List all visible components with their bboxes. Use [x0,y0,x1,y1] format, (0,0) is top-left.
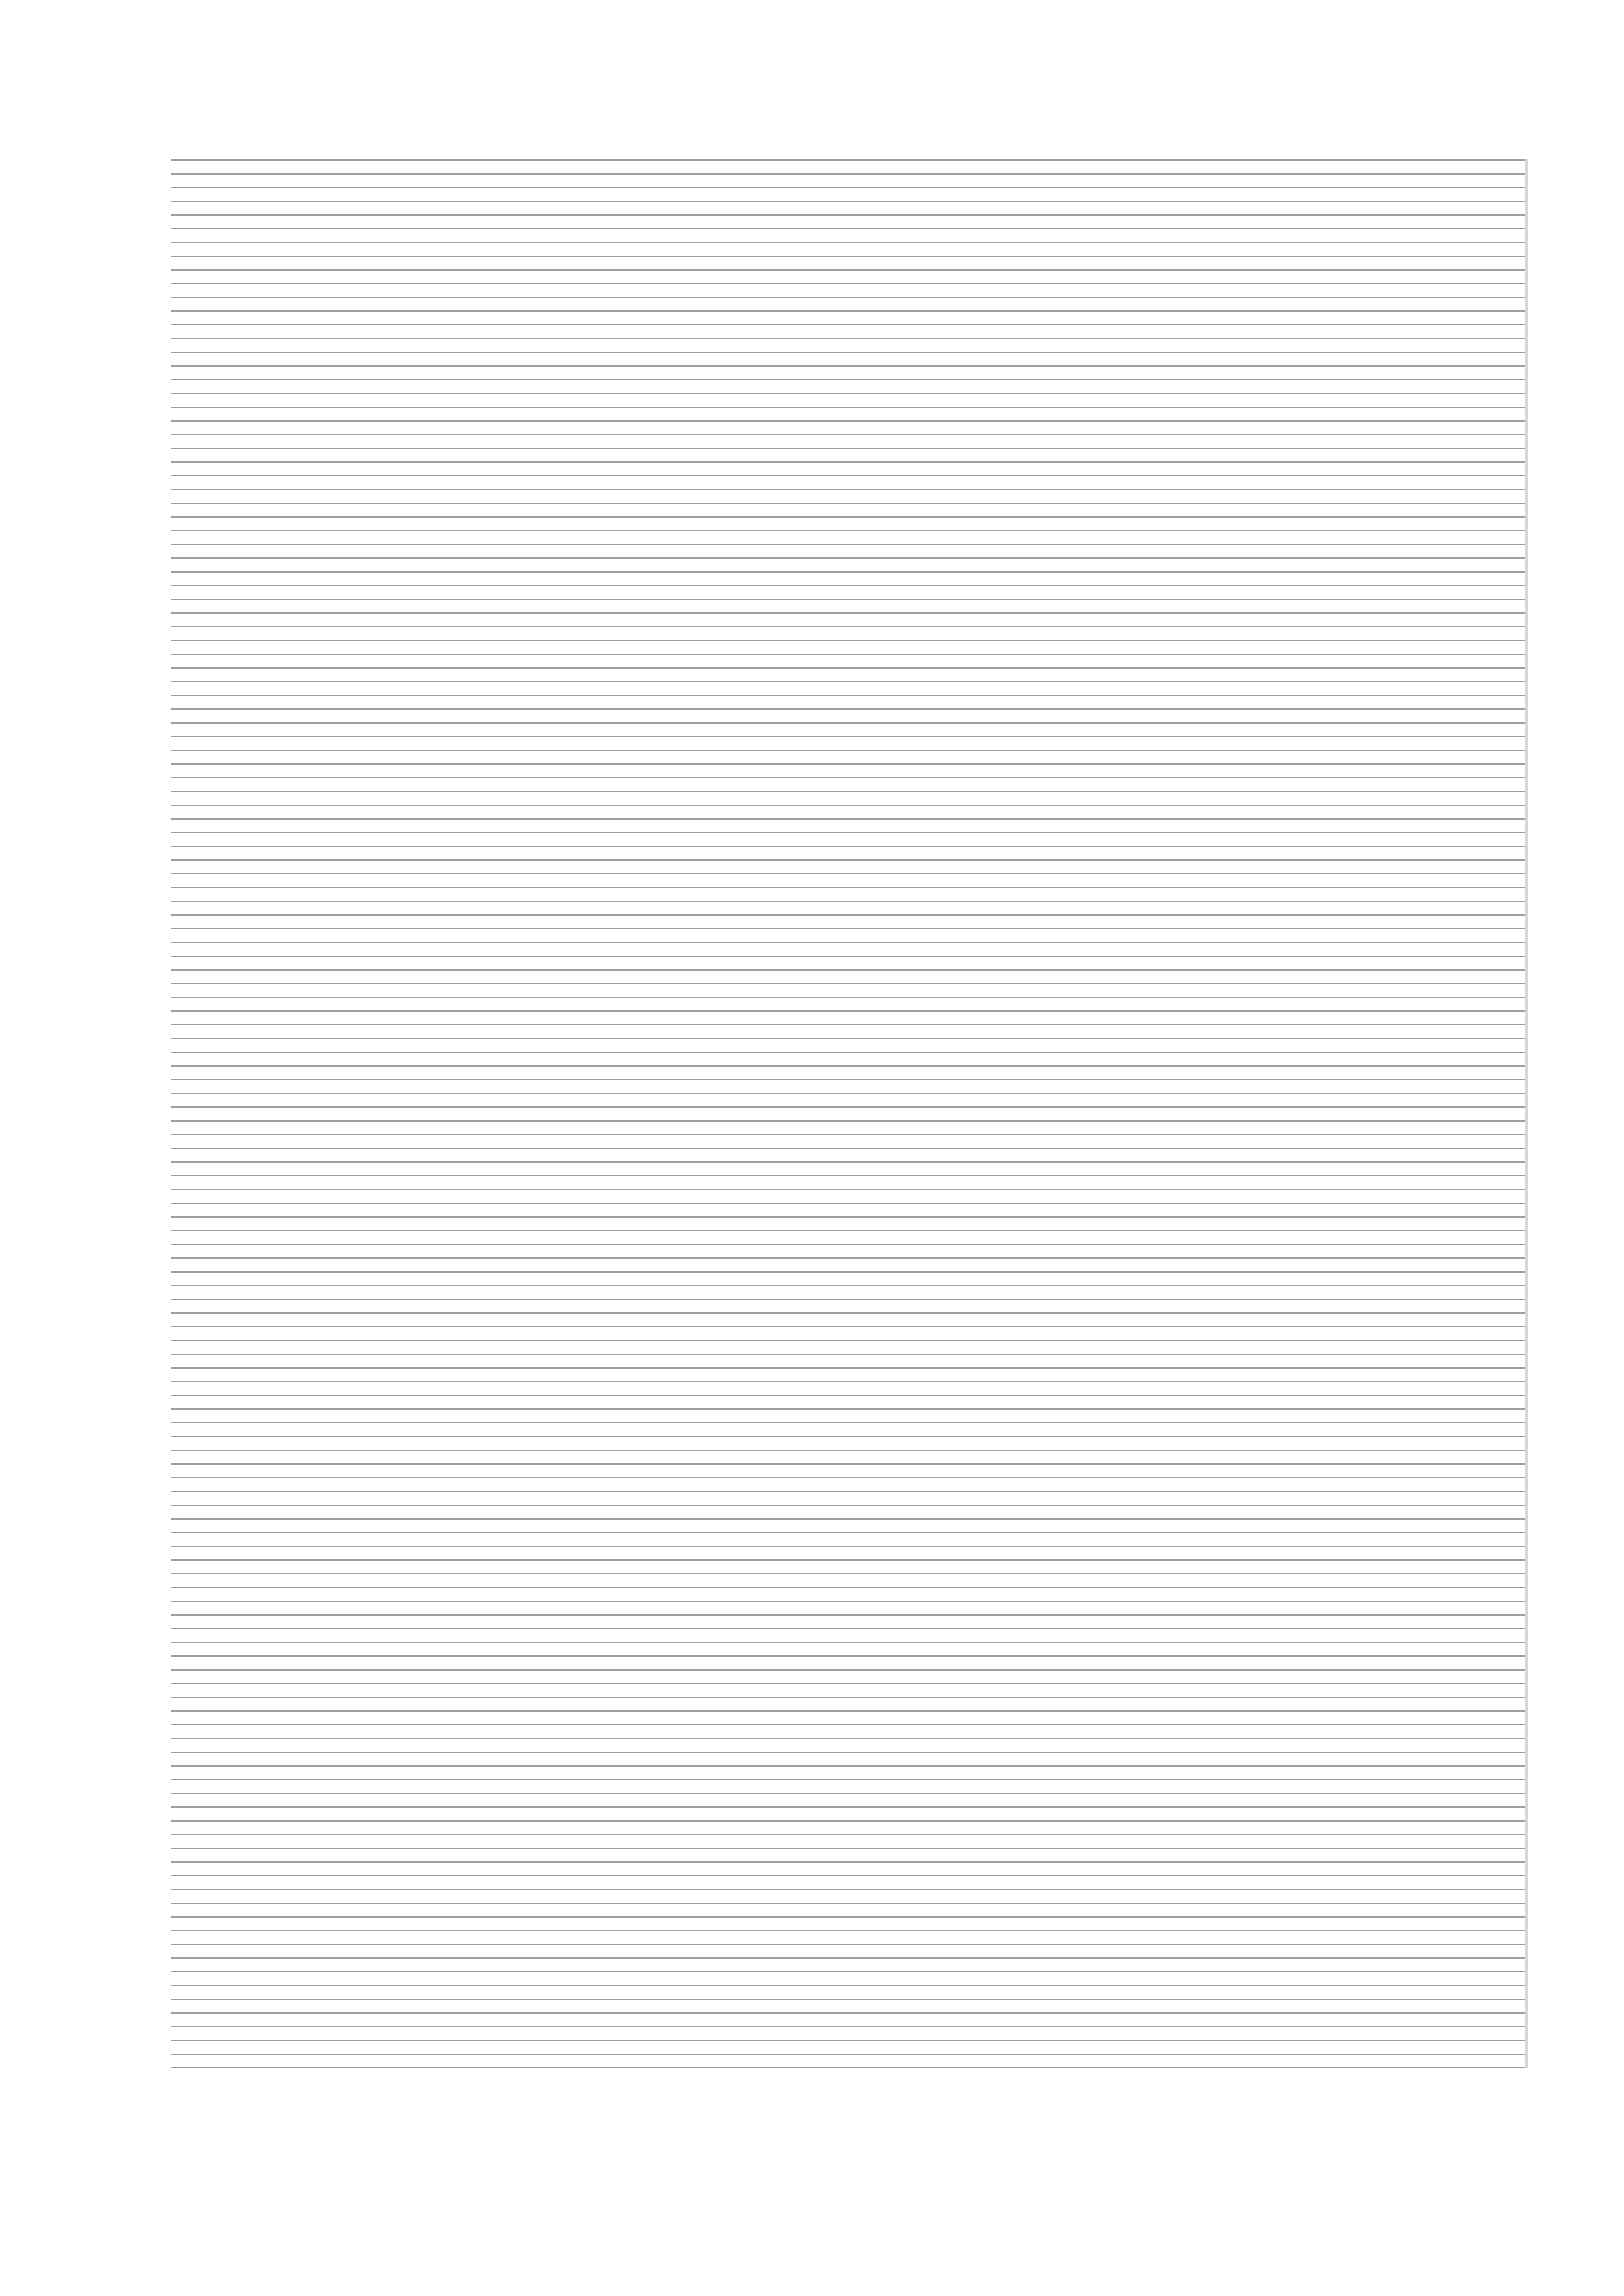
ruled-page-area [171,159,1528,2068]
page-edge [1525,159,1528,2068]
